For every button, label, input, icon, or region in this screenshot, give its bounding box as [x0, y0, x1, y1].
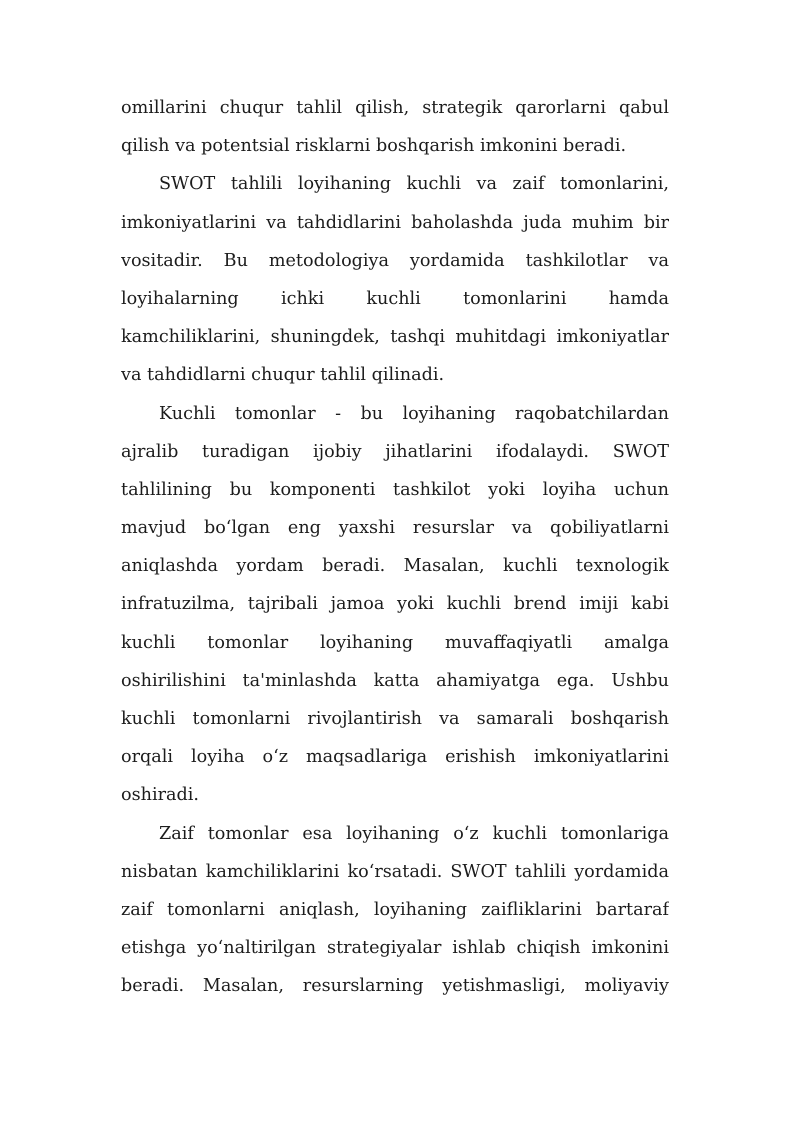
text-line: kamchiliklarini, shuningdek, tashqi muhitdagi imkoniyatlar [121, 327, 669, 348]
text-line: SWOT tahlili loyihaning kuchli va zaif tomonlarini, [159, 174, 669, 195]
text-line: kuchli tomonlar loyihaning muvaffaqiyatli amalga [121, 632, 669, 653]
text-line: etishga yo‘naltirilgan strategiyalar ishlab chiqish imkonini [121, 938, 669, 959]
text-line: qilish va potentsial risklarni boshqarish imkonini beradi. [121, 136, 627, 157]
text-line: zaif tomonlarni aniqlash, loyihaning zaifliklarini bartaraf [121, 899, 669, 920]
text-line: oshiradi. [121, 785, 199, 806]
text-line: oshirilishini ta'minlashda katta ahamiyatga ega. Ushbu [121, 670, 669, 691]
paragraph [121, 395, 669, 815]
text-line: Zaif tomonlar esa loyihaning o‘z kuchli tomonlariga [159, 823, 669, 844]
text-line: va tahdidlarni chuqur tahlil qilinadi. [121, 365, 445, 386]
text-line: loyihalarning ichki kuchli tomonlarini hamda [121, 288, 669, 309]
paragraph [121, 165, 669, 394]
text-line: imkoniyatlarini va tahdidlarini baholashda juda muhim bir [121, 212, 669, 233]
text-line: kuchli tomonlarni rivojlantirish va samarali boshqarish [121, 709, 669, 729]
text-line: Kuchli tomonlar - bu loyihaning raqobatchilardan [159, 403, 669, 424]
text-line: tahlilining bu komponenti tashkilot yoki loyiha uchun [121, 479, 669, 500]
text-line: mavjud bo‘lgan eng yaxshi resurslar va qobiliyatlarni [121, 518, 669, 539]
text-line: vositadir. Bu metodologiya yordamida tashkilotlar va [121, 250, 669, 271]
text-line: nisbatan kamchiliklarini ko‘rsatadi. SWOT tahlili yordamida [121, 861, 669, 882]
body-text [121, 89, 669, 1006]
paragraph [121, 815, 669, 1006]
text-line: aniqlashda yordam beradi. Masalan, kuchli texnologik [121, 556, 669, 577]
text-line: beradi. Masalan, resurslarning yetishmasligi, moliyaviy [121, 976, 669, 997]
paragraph [121, 89, 669, 165]
text-line: infratuzilma, tajribali jamoa yoki kuchli brend imiji kabi [121, 594, 669, 615]
text-line: omillarini chuqur tahlil qilish, strategik qarorlarni qabul [121, 98, 669, 118]
text-line: ajralib turadigan ijobiy jihatlarini ifodalaydi. SWOT [121, 441, 669, 462]
text-line: orqali loyiha o‘z maqsadlariga erishish imkoniyatlarini [121, 747, 669, 768]
